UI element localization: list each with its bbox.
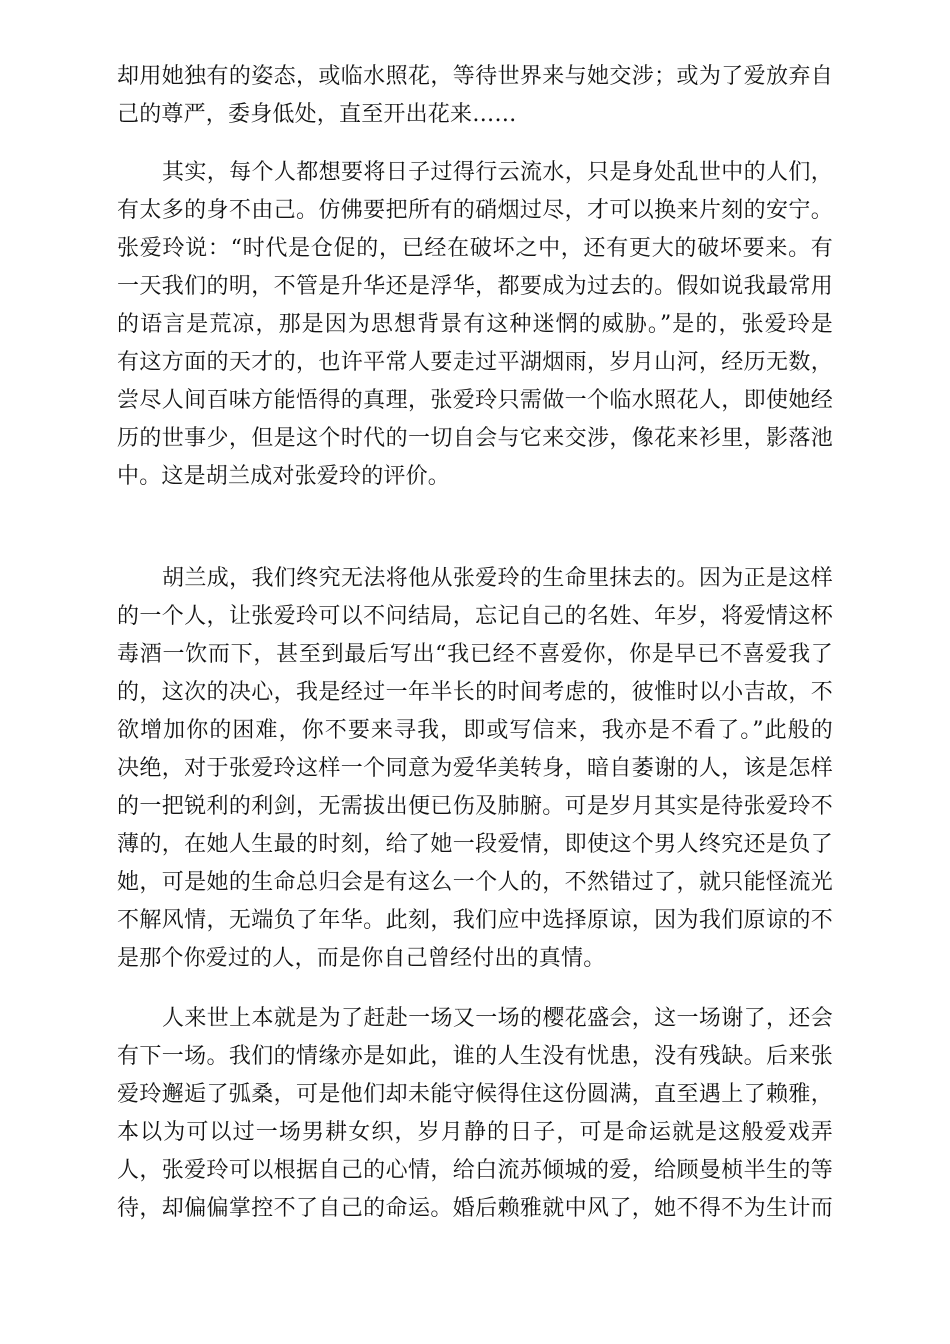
text-line: 有这方面的天才的，也许平常人要走过平湖烟雨，岁月山河，经历无数， <box>117 350 833 375</box>
text-line: 的一个人，让张爱玲可以不问结局，忘记自己的名姓、年岁，将爱情这杯 <box>117 604 833 629</box>
text-line: 她，可是她的生命总归会是有这么一个人的，不然错过了，就只能怪流光 <box>117 870 833 895</box>
text-line: 不解风情，无端负了年华。此刻，我们应中选择原谅，因为我们原谅的不 <box>117 908 833 933</box>
text-line: 薄的，在她人生最的时刻，给了她一段爱情，即使这个男人终究还是负了 <box>117 832 833 857</box>
text-line: 人来世上本就是为了赶赴一场又一场的樱花盛会，这一场谢了，还会 <box>162 1006 833 1031</box>
paragraph-2 <box>117 154 833 496</box>
paragraph-4 <box>117 1000 833 1228</box>
text-line: 历的世事少，但是这个时代的一切自会与它来交涉，像花来衫里，影落池 <box>117 426 833 451</box>
text-line: 胡兰成，我们终究无法将他从张爱玲的生命里抹去的。因为正是这样 <box>162 566 833 591</box>
text-line: 己的尊严，委身低处，直至开出花来…… <box>117 102 517 127</box>
text-line: 本以为可以过一场男耕女织，岁月静的日子，可是命运就是这般爱戏弄 <box>117 1120 833 1145</box>
text-line: 其实，每个人都想要将日子过得行云流水，只是身处乱世中的人们， <box>162 160 833 185</box>
paragraph-3 <box>117 560 833 978</box>
text-line: 有下一场。我们的情缘亦是如此，谁的人生没有忧患，没有残缺。后来张 <box>117 1044 833 1069</box>
text-line: 中。这是胡兰成对张爱玲的评价。 <box>117 464 451 489</box>
text-line: 欲增加你的困难，你不要来寻我，即或写信来，我亦是不看了。”此般的 <box>117 718 833 743</box>
paragraph-1 <box>117 58 833 134</box>
text-line: 尝尽人间百味方能悟得的真理，张爱玲只需做一个临水照花人，即使她经 <box>117 388 833 413</box>
text-line: 待，却偏偏掌控不了自己的命运。婚后赖雅就中风了，她不得不为生计而 <box>117 1196 833 1221</box>
text-line: 是那个你爱过的人，而是你自己曾经付出的真情。 <box>117 946 606 971</box>
text-line: 却用她独有的姿态，或临水照花，等待世界来与她交涉；或为了爱放弃自 <box>117 64 833 89</box>
text-line: 决绝，对于张爱玲这样一个同意为爱华美转身，暗自萎谢的人，该是怎样 <box>117 756 833 781</box>
text-line: 一天我们的明，不管是升华还是浮华，都要成为过去的。假如说我最常用 <box>117 274 833 299</box>
text-line: 毒酒一饮而下，甚至到最后写出“我已经不喜爱你，你是早已不喜爱我了 <box>117 642 833 667</box>
text-line: 爱玲邂逅了弧桑，可是他们却未能守候得住这份圆满，直至遇上了赖雅， <box>117 1082 833 1107</box>
text-line: 人，张爱玲可以根据自己的心情，给白流苏倾城的爱，给顾曼桢半生的等 <box>117 1158 833 1183</box>
text-line: 的一把锐利的利剑，无需拔出便已伤及肺腑。可是岁月其实是待张爱玲不 <box>117 794 833 819</box>
text-line: 有太多的身不由己。仿佛要把所有的硝烟过尽，才可以换来片刻的安宁。 <box>117 198 833 223</box>
text-line: 的，这次的决心，我是经过一年半长的时间考虑的，彼惟时以小吉故，不 <box>117 680 833 705</box>
text-line: 张爱玲说：“时代是仓促的，已经在破坏之中，还有更大的破坏要来。有 <box>117 236 833 261</box>
text-line: 的语言是荒凉，那是因为思想背景有这种迷惘的威胁。”是的，张爱玲是 <box>117 312 833 337</box>
